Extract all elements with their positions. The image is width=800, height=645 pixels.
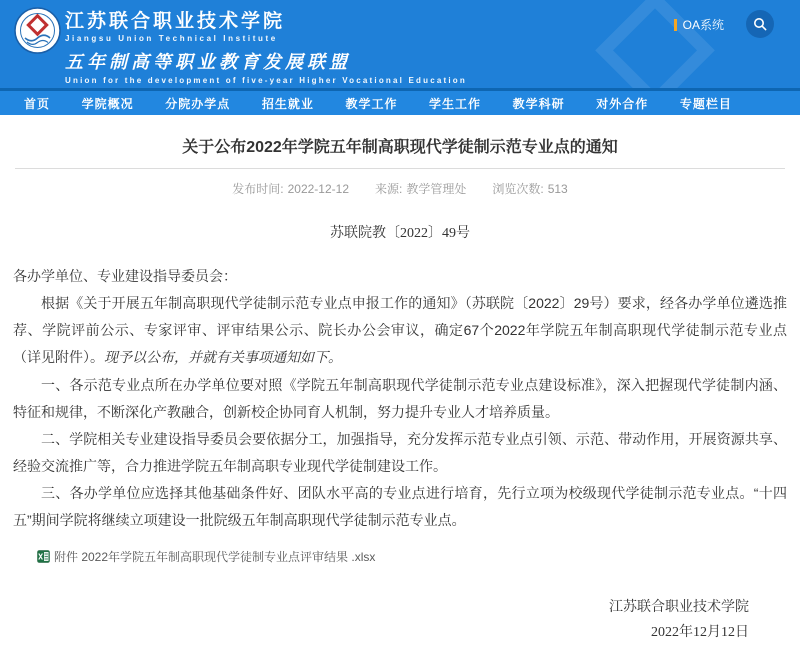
article-body [13, 263, 787, 534]
site-header [0, 0, 800, 88]
document-number: 苏联院教〔2022〕49号 [330, 226, 470, 241]
attachment-link[interactable] [37, 548, 375, 565]
oa-indicator-bar [674, 19, 677, 31]
title-divider [15, 168, 785, 169]
signature-block [13, 595, 787, 645]
publish-time: 发布时间: 2022-12-12 [232, 182, 349, 196]
view-count: 浏览次数: 513 [492, 182, 568, 196]
signature-org: 江苏联合职业技术学院 [609, 600, 749, 615]
search-button[interactable] [746, 10, 774, 38]
intro-paragraph [13, 290, 787, 372]
nav-item-cooperation[interactable]: 对外合作 [596, 97, 649, 111]
item-paragraph-3: 三、各办学单位应选择其他基础条件好、团队水平高的专业点进行培育，先行立项为校级现代学徒制示范专业点。“十四五”期间学院将继续立项建设一批院级五年制高职现代学徒制示范专业点。 [13, 485, 787, 528]
nav-item-research[interactable]: 教学科研 [512, 97, 565, 111]
article-title: 关于公布2022年学院五年制高职现代学徒制示范专业点的通知 [182, 139, 618, 156]
nav-item-branches[interactable]: 分院办学点 [165, 97, 231, 111]
nav-item-teaching[interactable]: 教学工作 [345, 97, 398, 111]
nav-item-admissions[interactable]: 招生就业 [261, 97, 314, 111]
search-icon [753, 17, 767, 31]
nav-item-special-columns[interactable]: 专题栏目 [679, 97, 732, 111]
nav-item-student-affairs[interactable]: 学生工作 [429, 97, 482, 111]
oa-system-link[interactable] [674, 16, 724, 33]
item-paragraph-2: 二、学院相关专业建设指导委员会要依据分工，加强指导，充分发挥示范专业点引领、示范、带动作用，开展资源共享、经验交流推广等，合力推进学院五年制高职专业现代学徒制建设工作。 [13, 431, 787, 474]
intro-tail: 现予以公布，并就有关事项通知如下。 [104, 351, 342, 366]
intro-main: 根据《关于开展五年制高职现代学徒制示范专业点申报工作的通知》（苏联院〔2022〕29号）要求，经各办学单位遴选推荐、学院评前公示、专家评审、评审结果公示、院长办公会审议，确定67个2022年学院五年制高职现代学徒制示范专业点（详见附件）。 [13, 295, 787, 365]
institute-name-cn: 江苏联合职业技术学院 [65, 11, 286, 32]
institute-logo[interactable] [14, 7, 61, 54]
main-nav [0, 88, 800, 115]
union-name-en: Union for the development of five-year Higher Vocational Education [65, 76, 467, 85]
watermark-logo-icon [565, 0, 745, 88]
article-content [0, 134, 800, 645]
oa-system-label: OA系统 [682, 18, 724, 32]
salutation: 各办学单位、专业建设指导委员会： [13, 268, 237, 284]
nav-item-home[interactable]: 首页 [24, 97, 51, 111]
union-name-cn: 五年制高等职业教育发展联盟 [65, 52, 351, 72]
article-meta [13, 180, 787, 197]
attachment-label: 附件 2022年学院五年制高职现代学徒制专业点评审结果 .xlsx [54, 550, 376, 564]
institute-name-en: Jiangsu Union Technical Institute [65, 34, 278, 43]
excel-file-icon [37, 550, 50, 563]
source: 来源: 教学管理处 [375, 182, 467, 196]
item-paragraph-1: 一、各示范专业点所在办学单位要对照《学院五年制高职现代学徒制示范专业点建设标准》，深入把握现代学徒制内涵、特征和规律，不断深化产教融合，创新校企协同育人机制，努力提升专业人才培养质量。 [13, 377, 787, 420]
nav-item-overview[interactable]: 学院概况 [81, 97, 134, 111]
signature-date: 2022年12月12日 [651, 625, 749, 640]
brand-block [65, 6, 467, 85]
